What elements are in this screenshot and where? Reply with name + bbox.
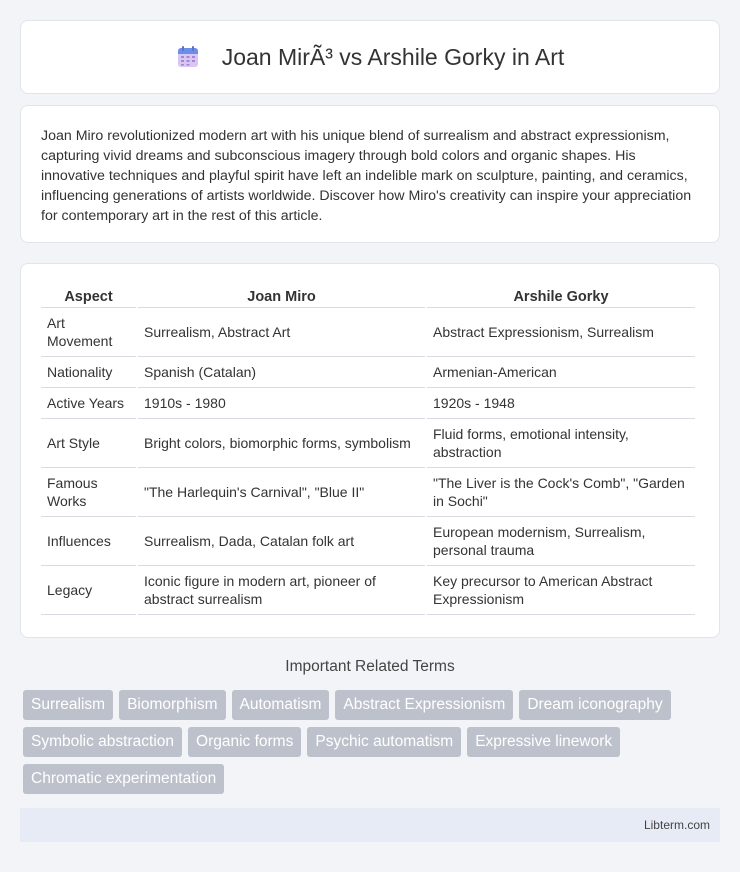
footer <box>20 808 720 842</box>
miro-cell: "The Harlequin's Carnival", "Blue II" <box>138 468 425 517</box>
miro-cell: Iconic figure in modern art, pioneer of abstract surrealism <box>138 566 425 615</box>
aspect-cell: Art Style <box>41 419 136 468</box>
tag-symbolic-abstraction[interactable]: Symbolic abstraction <box>23 727 182 757</box>
table-row <box>41 468 695 517</box>
miro-cell: Surrealism, Dada, Catalan folk art <box>138 517 425 566</box>
comparison-table-card <box>20 263 720 638</box>
header-aspect: Aspect <box>41 282 136 308</box>
header-arshile-gorky: Arshile Gorky <box>427 282 695 308</box>
gorky-cell: "The Liver is the Cock's Comb", "Garden in Sochi" <box>427 468 695 517</box>
gorky-cell: European modernism, Surrealism, personal trauma <box>427 517 695 566</box>
miro-cell: Spanish (Catalan) <box>138 357 425 388</box>
header-joan-miro: Joan Miro <box>138 282 425 308</box>
gorky-cell: Armenian-American <box>427 357 695 388</box>
aspect-cell: Legacy <box>41 566 136 615</box>
tag-biomorphism[interactable]: Biomorphism <box>119 690 225 720</box>
miro-cell: 1910s - 1980 <box>138 388 425 419</box>
aspect-cell: Famous Works <box>41 468 136 517</box>
table-row <box>41 566 695 615</box>
title-wrap <box>176 44 565 71</box>
aspect-cell: Influences <box>41 517 136 566</box>
aspect-cell: Active Years <box>41 388 136 419</box>
gorky-cell: Fluid forms, emotional intensity, abstraction <box>427 419 695 468</box>
tag-psychic-automatism[interactable]: Psychic automatism <box>307 727 461 757</box>
gorky-cell: Key precursor to American Abstract Expressionism <box>427 566 695 615</box>
tag-dream-iconography[interactable]: Dream iconography <box>519 690 670 720</box>
aspect-cell: Art Movement <box>41 308 136 357</box>
table-row <box>41 517 695 566</box>
comparison-table <box>39 282 697 615</box>
miro-cell: Bright colors, biomorphic forms, symbolism <box>138 419 425 468</box>
related-terms-title: Important Related Terms <box>285 658 455 675</box>
tag-expressive-linework[interactable]: Expressive linework <box>467 727 620 757</box>
tag-surrealism[interactable]: Surrealism <box>23 690 113 720</box>
gorky-cell: 1920s - 1948 <box>427 388 695 419</box>
aspect-cell: Nationality <box>41 357 136 388</box>
table-row <box>41 388 695 419</box>
tag-chromatic-experimentation[interactable]: Chromatic experimentation <box>23 764 224 794</box>
related-terms-tags <box>23 690 723 794</box>
miro-cell: Surrealism, Abstract Art <box>138 308 425 357</box>
gorky-cell: Abstract Expressionism, Surrealism <box>427 308 695 357</box>
calendar-icon <box>176 45 200 69</box>
table-row <box>41 357 695 388</box>
table-row <box>41 419 695 468</box>
header-card <box>20 20 720 94</box>
intro-text: Joan Miro revolutionized modern art with his unique blend of surrealism and abstract expressionism, capturing vivid dreams and subconscious imagery through bold colors and organic shapes. His innovative techniques and playful spirit have left an indelible mark on sculpture, painting, and ceramics, influencing generations of artists worldwide. Discover how Miro's creativity can inspire your appreciation for contemporary art in the rest of this article. <box>41 128 692 224</box>
table-header-row <box>41 282 695 308</box>
intro-card <box>20 105 720 243</box>
tag-organic-forms[interactable]: Organic forms <box>188 727 301 757</box>
table-row <box>41 308 695 357</box>
tag-automatism[interactable]: Automatism <box>232 690 330 720</box>
page-title: Joan MirÃ³ vs Arshile Gorky in Art <box>221 43 565 70</box>
tag-abstract-expressionism[interactable]: Abstract Expressionism <box>335 690 513 720</box>
footer-link[interactable]: Libterm.com <box>643 818 710 832</box>
